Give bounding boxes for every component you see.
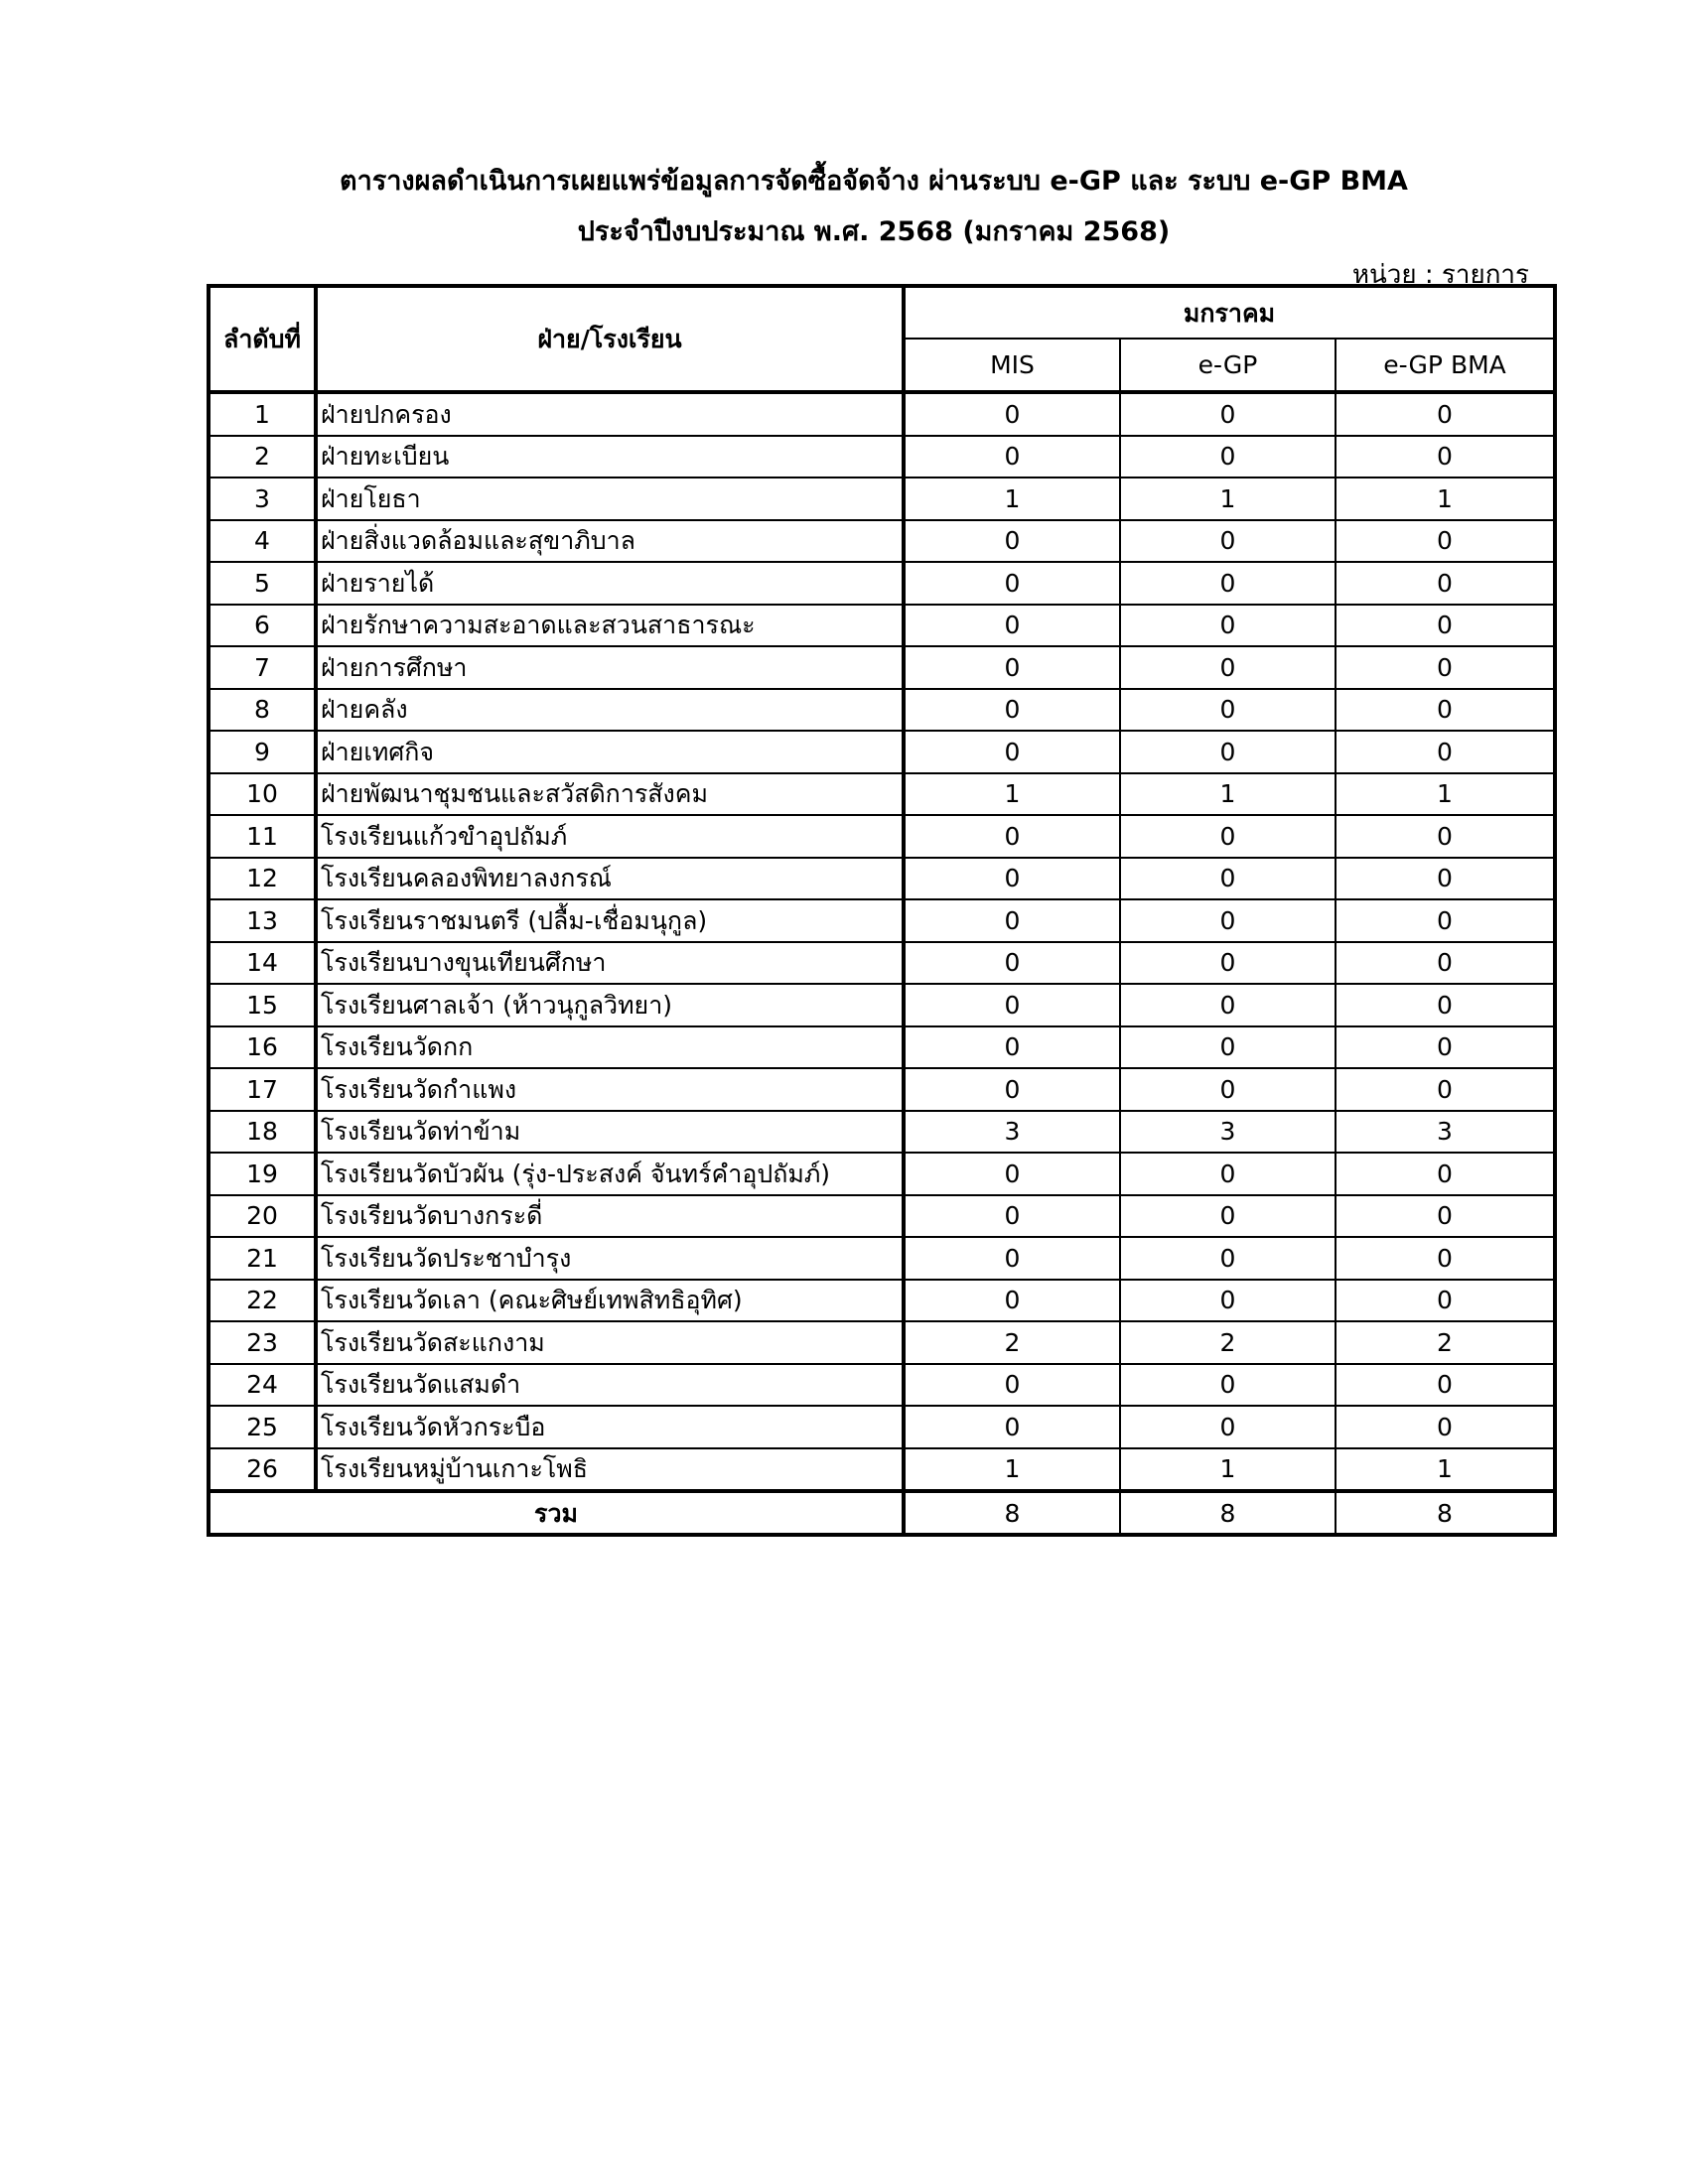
row-egp-cell: 0 bbox=[1120, 942, 1336, 985]
row-number-cell: 17 bbox=[209, 1068, 316, 1111]
row-name-cell: โรงเรียนวัดประชาบำรุง bbox=[316, 1237, 904, 1280]
row-egp-bma-cell: 0 bbox=[1336, 646, 1555, 689]
row-egp-bma-cell: 0 bbox=[1336, 984, 1555, 1026]
row-mis-cell: 0 bbox=[904, 392, 1120, 436]
row-egp-bma-cell: 0 bbox=[1336, 562, 1555, 605]
row-name-cell: โรงเรียนวัดบางกระดี่ bbox=[316, 1195, 904, 1238]
row-name-cell: ฝ่ายทะเบียน bbox=[316, 436, 904, 478]
row-egp-bma-cell: 1 bbox=[1336, 773, 1555, 816]
row-egp-cell: 1 bbox=[1120, 478, 1336, 520]
row-number-cell: 12 bbox=[209, 858, 316, 900]
total-egp: 8 bbox=[1120, 1491, 1336, 1535]
header-name: ฝ่าย/โรงเรียน bbox=[316, 286, 904, 392]
row-number-cell: 24 bbox=[209, 1364, 316, 1407]
total-mis: 8 bbox=[904, 1491, 1120, 1535]
row-number-cell: 23 bbox=[209, 1321, 316, 1364]
row-mis-cell: 0 bbox=[904, 1364, 1120, 1407]
row-number-cell: 6 bbox=[209, 605, 316, 647]
table-row bbox=[209, 1237, 1555, 1280]
row-egp-cell: 0 bbox=[1120, 731, 1336, 773]
row-name-cell: โรงเรียนวัดหัวกระบือ bbox=[316, 1406, 904, 1448]
table-row bbox=[209, 1195, 1555, 1238]
row-name-cell: ฝ่ายรายได้ bbox=[316, 562, 904, 605]
row-number-cell: 11 bbox=[209, 815, 316, 858]
row-number-cell: 22 bbox=[209, 1280, 316, 1322]
row-egp-bma-cell: 0 bbox=[1336, 1153, 1555, 1195]
header-mis: MIS bbox=[904, 339, 1120, 392]
row-mis-cell: 0 bbox=[904, 646, 1120, 689]
row-number-cell: 20 bbox=[209, 1195, 316, 1238]
row-number-cell: 1 bbox=[209, 392, 316, 436]
row-egp-bma-cell: 0 bbox=[1336, 1026, 1555, 1069]
row-mis-cell: 0 bbox=[904, 1280, 1120, 1322]
row-name-cell: ฝ่ายโยธา bbox=[316, 478, 904, 520]
row-egp-bma-cell: 0 bbox=[1336, 520, 1555, 563]
table-row bbox=[209, 689, 1555, 732]
row-mis-cell: 3 bbox=[904, 1111, 1120, 1154]
row-egp-bma-cell: 0 bbox=[1336, 436, 1555, 478]
table-row bbox=[209, 815, 1555, 858]
row-name-cell: ฝ่ายรักษาความสะอาดและสวนสาธารณะ bbox=[316, 605, 904, 647]
header-month: มกราคม bbox=[904, 286, 1555, 339]
row-name-cell: โรงเรียนวัดแสมดำ bbox=[316, 1364, 904, 1407]
row-egp-bma-cell: 0 bbox=[1336, 731, 1555, 773]
row-egp-cell: 0 bbox=[1120, 815, 1336, 858]
row-egp-cell: 0 bbox=[1120, 984, 1336, 1026]
table-row bbox=[209, 520, 1555, 563]
table-row bbox=[209, 436, 1555, 478]
row-name-cell: โรงเรียนราชมนตรี (ปลื้ม-เชื่อมนุกูล) bbox=[316, 899, 904, 942]
row-name-cell: โรงเรียนบางขุนเทียนศึกษา bbox=[316, 942, 904, 985]
row-name-cell: โรงเรียนหมู่บ้านเกาะโพธิ bbox=[316, 1448, 904, 1492]
total-egp-bma: 8 bbox=[1336, 1491, 1555, 1535]
table-row bbox=[209, 899, 1555, 942]
row-egp-cell: 0 bbox=[1120, 562, 1336, 605]
row-name-cell: โรงเรียนวัดกำแพง bbox=[316, 1068, 904, 1111]
row-number-cell: 2 bbox=[209, 436, 316, 478]
row-egp-cell: 0 bbox=[1120, 605, 1336, 647]
row-egp-cell: 0 bbox=[1120, 646, 1336, 689]
total-row bbox=[209, 1491, 1555, 1535]
table-row bbox=[209, 984, 1555, 1026]
row-egp-bma-cell: 0 bbox=[1336, 1364, 1555, 1407]
row-number-cell: 10 bbox=[209, 773, 316, 816]
row-number-cell: 5 bbox=[209, 562, 316, 605]
table-row bbox=[209, 1153, 1555, 1195]
row-mis-cell: 0 bbox=[904, 1406, 1120, 1448]
row-mis-cell: 1 bbox=[904, 478, 1120, 520]
row-mis-cell: 0 bbox=[904, 436, 1120, 478]
row-egp-bma-cell: 0 bbox=[1336, 899, 1555, 942]
row-number-cell: 21 bbox=[209, 1237, 316, 1280]
row-egp-cell: 0 bbox=[1120, 1068, 1336, 1111]
row-egp-cell: 0 bbox=[1120, 1364, 1336, 1407]
table-row bbox=[209, 858, 1555, 900]
row-number-cell: 16 bbox=[209, 1026, 316, 1069]
row-mis-cell: 0 bbox=[904, 731, 1120, 773]
row-name-cell: โรงเรียนวัดกก bbox=[316, 1026, 904, 1069]
row-mis-cell: 0 bbox=[904, 1153, 1120, 1195]
row-mis-cell: 0 bbox=[904, 1195, 1120, 1238]
row-number-cell: 3 bbox=[209, 478, 316, 520]
table-row bbox=[209, 392, 1555, 436]
row-egp-bma-cell: 0 bbox=[1336, 1195, 1555, 1238]
row-name-cell: ฝ่ายการศึกษา bbox=[316, 646, 904, 689]
row-mis-cell: 0 bbox=[904, 899, 1120, 942]
row-name-cell: โรงเรียนศาลเจ้า (ห้าวนุกูลวิทยา) bbox=[316, 984, 904, 1026]
row-egp-bma-cell: 0 bbox=[1336, 942, 1555, 985]
row-mis-cell: 0 bbox=[904, 942, 1120, 985]
row-egp-cell: 0 bbox=[1120, 520, 1336, 563]
row-egp-cell: 1 bbox=[1120, 773, 1336, 816]
document-title: ตารางผลดำเนินการเผยแพร่ข้อมูลการจัดซื้อจัดจ้าง ผ่านระบบ e-GP และ ระบบ e-GP BMA bbox=[340, 166, 1408, 197]
row-name-cell: ฝ่ายพัฒนาชุมชนและสวัสดิการสังคม bbox=[316, 773, 904, 816]
table-row bbox=[209, 1406, 1555, 1448]
row-egp-bma-cell: 0 bbox=[1336, 689, 1555, 732]
row-egp-bma-cell: 0 bbox=[1336, 815, 1555, 858]
row-name-cell: โรงเรียนวัดสะแกงาม bbox=[316, 1321, 904, 1364]
table-row bbox=[209, 1026, 1555, 1069]
table-row bbox=[209, 1068, 1555, 1111]
row-egp-cell: 0 bbox=[1120, 392, 1336, 436]
table-row bbox=[209, 731, 1555, 773]
table-row bbox=[209, 605, 1555, 647]
row-number-cell: 4 bbox=[209, 520, 316, 563]
row-mis-cell: 0 bbox=[904, 562, 1120, 605]
row-number-cell: 13 bbox=[209, 899, 316, 942]
row-egp-bma-cell: 0 bbox=[1336, 605, 1555, 647]
row-name-cell: โรงเรียนวัดบัวผัน (รุ่ง-ประสงค์ จันทร์คำอุปถัมภ์) bbox=[316, 1153, 904, 1195]
header-no: ลำดับที่ bbox=[209, 286, 316, 392]
row-egp-bma-cell: 0 bbox=[1336, 392, 1555, 436]
row-mis-cell: 1 bbox=[904, 1448, 1120, 1492]
row-egp-cell: 0 bbox=[1120, 858, 1336, 900]
table-row bbox=[209, 1111, 1555, 1154]
row-mis-cell: 0 bbox=[904, 1237, 1120, 1280]
row-mis-cell: 0 bbox=[904, 1068, 1120, 1111]
row-mis-cell: 0 bbox=[904, 605, 1120, 647]
row-mis-cell: 0 bbox=[904, 689, 1120, 732]
table-row bbox=[209, 562, 1555, 605]
row-number-cell: 9 bbox=[209, 731, 316, 773]
report-table bbox=[207, 284, 1557, 1537]
header-egp: e-GP bbox=[1120, 339, 1336, 392]
row-egp-bma-cell: 0 bbox=[1336, 858, 1555, 900]
row-name-cell: ฝ่ายคลัง bbox=[316, 689, 904, 732]
row-number-cell: 7 bbox=[209, 646, 316, 689]
row-egp-bma-cell: 0 bbox=[1336, 1237, 1555, 1280]
row-name-cell: โรงเรียนแก้วขำอุปถัมภ์ bbox=[316, 815, 904, 858]
total-label: รวม bbox=[209, 1491, 904, 1535]
row-egp-cell: 0 bbox=[1120, 1195, 1336, 1238]
row-egp-cell: 0 bbox=[1120, 1237, 1336, 1280]
table-row bbox=[209, 646, 1555, 689]
row-name-cell: โรงเรียนวัดท่าข้าม bbox=[316, 1111, 904, 1154]
row-name-cell: โรงเรียนวัดเลา (คณะศิษย์เทพสิทธิอุทิศ) bbox=[316, 1280, 904, 1322]
row-egp-bma-cell: 1 bbox=[1336, 478, 1555, 520]
row-mis-cell: 2 bbox=[904, 1321, 1120, 1364]
table-row bbox=[209, 1280, 1555, 1322]
row-egp-cell: 0 bbox=[1120, 1280, 1336, 1322]
row-egp-cell: 0 bbox=[1120, 1026, 1336, 1069]
row-egp-cell: 0 bbox=[1120, 436, 1336, 478]
row-egp-cell: 3 bbox=[1120, 1111, 1336, 1154]
row-egp-cell: 1 bbox=[1120, 1448, 1336, 1492]
document-subtitle: ประจำปีงบประมาณ พ.ศ. 2568 (มกราคม 2568) bbox=[577, 216, 1171, 247]
row-mis-cell: 0 bbox=[904, 815, 1120, 858]
row-egp-bma-cell: 0 bbox=[1336, 1068, 1555, 1111]
row-egp-bma-cell: 0 bbox=[1336, 1406, 1555, 1448]
row-egp-bma-cell: 0 bbox=[1336, 1280, 1555, 1322]
row-number-cell: 19 bbox=[209, 1153, 316, 1195]
table-row bbox=[209, 478, 1555, 520]
row-mis-cell: 0 bbox=[904, 520, 1120, 563]
table-row bbox=[209, 942, 1555, 985]
row-number-cell: 14 bbox=[209, 942, 316, 985]
row-mis-cell: 0 bbox=[904, 1026, 1120, 1069]
row-egp-bma-cell: 3 bbox=[1336, 1111, 1555, 1154]
row-egp-cell: 0 bbox=[1120, 899, 1336, 942]
row-egp-bma-cell: 1 bbox=[1336, 1448, 1555, 1492]
row-egp-cell: 2 bbox=[1120, 1321, 1336, 1364]
row-number-cell: 26 bbox=[209, 1448, 316, 1492]
row-egp-cell: 0 bbox=[1120, 1406, 1336, 1448]
table-row bbox=[209, 1321, 1555, 1364]
row-egp-bma-cell: 2 bbox=[1336, 1321, 1555, 1364]
row-egp-cell: 0 bbox=[1120, 689, 1336, 732]
row-mis-cell: 1 bbox=[904, 773, 1120, 816]
header-egp-bma: e-GP BMA bbox=[1336, 339, 1555, 392]
row-mis-cell: 0 bbox=[904, 984, 1120, 1026]
row-name-cell: ฝ่ายเทศกิจ bbox=[316, 731, 904, 773]
table-row bbox=[209, 1364, 1555, 1407]
row-mis-cell: 0 bbox=[904, 858, 1120, 900]
row-number-cell: 25 bbox=[209, 1406, 316, 1448]
row-number-cell: 18 bbox=[209, 1111, 316, 1154]
row-name-cell: ฝ่ายปกครอง bbox=[316, 392, 904, 436]
row-number-cell: 8 bbox=[209, 689, 316, 732]
unit-note: หน่วย : รายการ bbox=[1351, 260, 1529, 290]
row-number-cell: 15 bbox=[209, 984, 316, 1026]
row-name-cell: ฝ่ายสิ่งแวดล้อมและสุขาภิบาล bbox=[316, 520, 904, 563]
table-row bbox=[209, 1448, 1555, 1492]
table-body bbox=[209, 392, 1555, 1491]
table-row bbox=[209, 773, 1555, 816]
row-name-cell: โรงเรียนคลองพิทยาลงกรณ์ bbox=[316, 858, 904, 900]
row-egp-cell: 0 bbox=[1120, 1153, 1336, 1195]
